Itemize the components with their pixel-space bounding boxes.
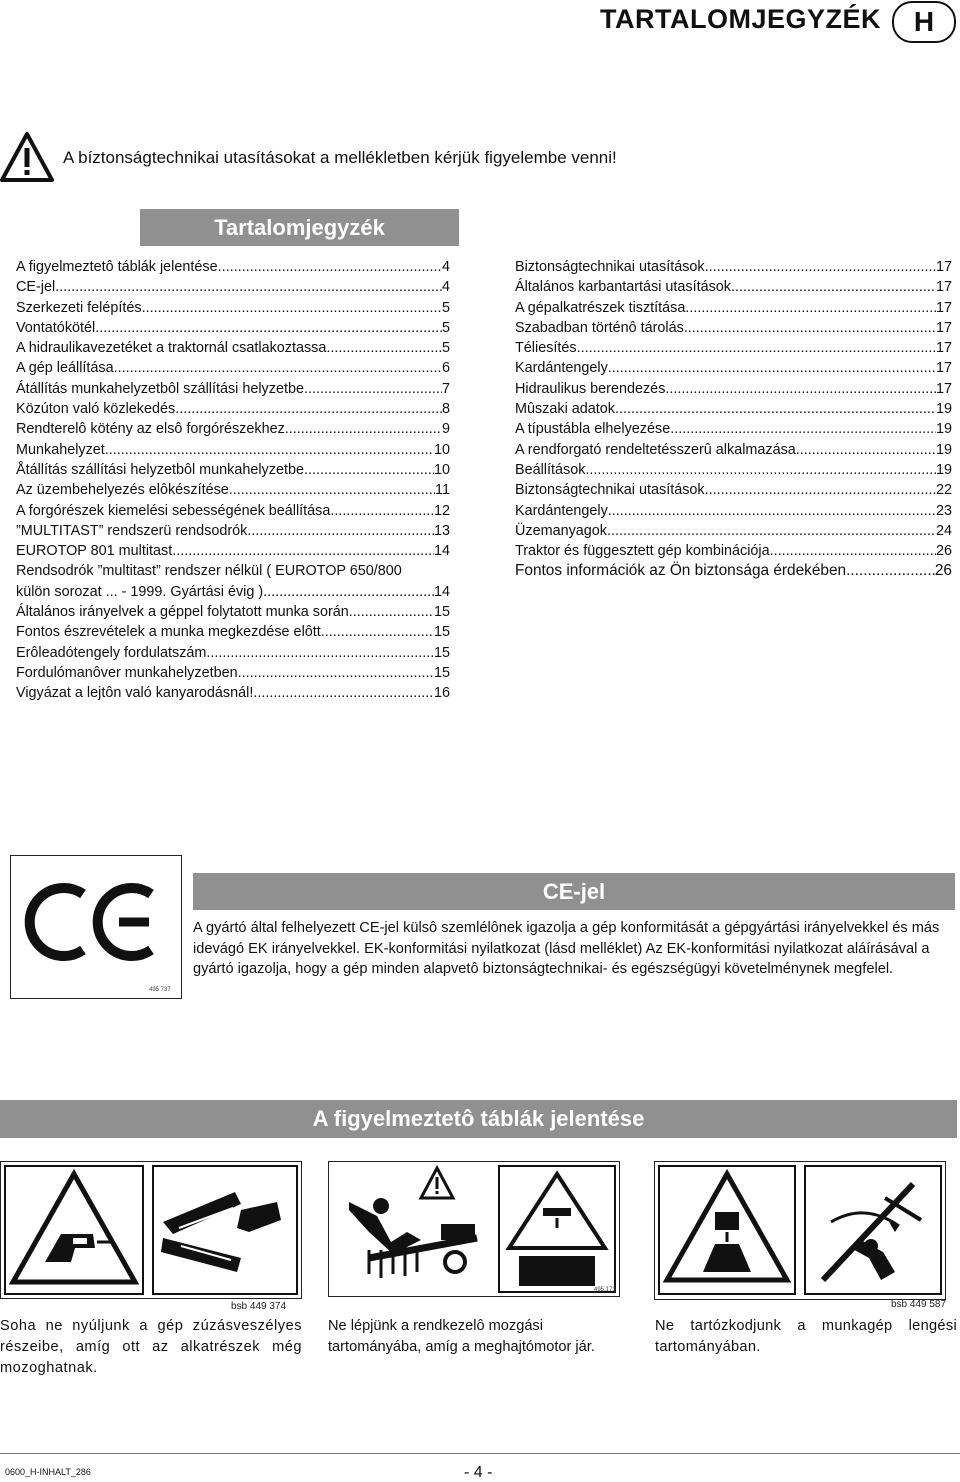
toc-entry-page: 5 (441, 340, 450, 357)
toc-entry-title: külön sorozat ... - 1999. Gyártási évig ) (16, 583, 264, 600)
toc-entry-page: 9 (441, 421, 450, 438)
toc-entry-page: 10 (433, 441, 450, 458)
ce-image-code: 495 737 (149, 987, 171, 993)
toc-leader-dots (263, 582, 434, 602)
toc-leader-dots (55, 277, 442, 297)
toc-entry-page: 6 (441, 360, 450, 377)
toc-entry[interactable] (515, 480, 952, 500)
toc-entry[interactable] (515, 358, 952, 378)
toc-entry[interactable] (16, 643, 450, 663)
warning-triangle-icon (0, 131, 54, 183)
toc-entry-page: 19 (935, 401, 952, 418)
toc-leader-dots (247, 521, 434, 541)
toc-entry-page: 17 (935, 279, 952, 296)
toc-leader-dots (253, 683, 434, 703)
ce-mark-image (10, 855, 182, 999)
page-title: TARTALOMJEGYZÉK (600, 4, 881, 34)
toc-leader-dots (705, 480, 936, 500)
toc-entry[interactable] (16, 399, 450, 419)
toc-entry-title: Átállítás munkahelyzetbôl szállítási helyzetbe (16, 380, 304, 397)
toc-entry[interactable] (16, 298, 450, 318)
toc-entry[interactable] (16, 602, 450, 622)
ce-heading: CE-jel (193, 873, 955, 910)
toc-entry[interactable] (515, 379, 952, 399)
toc-entry-title: A figyelmeztetô táblák jelentése (16, 259, 218, 275)
toc-entry-page: 17 (935, 259, 952, 275)
toc-leader-dots (770, 541, 936, 561)
toc-entry-page: 15 (433, 644, 450, 661)
toc-entry-page: 16 (433, 685, 450, 702)
toc-entry[interactable] (16, 277, 450, 297)
toc-leader-dots (321, 622, 434, 642)
toc-entry-page: 26 (934, 562, 952, 580)
toc-entry-page: 10 (433, 461, 450, 478)
toc-entry[interactable] (16, 541, 450, 561)
toc-entry-title: Fordulómanôver munkahelyzetben (16, 664, 238, 681)
toc-entry-title: Vontatókötél (16, 319, 96, 336)
toc-leader-dots (684, 318, 936, 338)
crush-hand-icon (1, 1162, 301, 1298)
toc-entry-title: Hidraulikus berendezés (515, 380, 666, 397)
toc-entry[interactable] (515, 440, 952, 460)
toc-entry-page: 7 (441, 380, 450, 397)
toc-entry[interactable] (16, 419, 450, 439)
toc-entry[interactable] (16, 440, 450, 460)
toc-entry-page: 14 (433, 583, 450, 600)
toc-entry-title-part: Rendsodrók ”multitast” rendszer nélkül ( EUROTOP 650/800 (16, 563, 402, 580)
sign-description-2: Ne lépjünk a rendkezelô mozgási tartományába, amíg a meghajtómotor jár. (328, 1318, 595, 1355)
toc-leader-dots (608, 501, 936, 521)
toc-entry-title: Általános karbantartási utasítások (515, 279, 731, 296)
toc-entry-title: A gép leállítása (16, 360, 114, 377)
signs-heading: A figyelmeztetô táblák jelentése (0, 1100, 957, 1138)
footer-document-code: 0600_H-INHALT_286 (5, 1467, 91, 1477)
toc-heading: Tartalomjegyzék (140, 209, 459, 246)
toc-entry-title: Szerkezeti felépítés (16, 299, 142, 316)
toc-entry-title: A hidraulikavezetéket a traktornál csatlakoztassa (16, 340, 327, 357)
language-badge: H (892, 1, 956, 43)
toc-entry[interactable] (16, 501, 450, 521)
toc-entry-title: Közúton való közlekedés (16, 401, 176, 418)
toc-entry-page: 4 (441, 259, 450, 275)
toc-entry-title: A forgórészek kiemelési sebességének beállítása (16, 502, 331, 519)
toc-entry-title: Munkahelyzet (16, 441, 105, 458)
toc-entry-title: A gépalkatrészek tisztítása (515, 299, 686, 316)
toc-left-column (16, 257, 450, 704)
toc-entry-page: 11 (435, 482, 450, 499)
toc-leader-dots (95, 318, 442, 338)
toc-entry[interactable] (16, 683, 450, 703)
toc-leader-dots (607, 521, 936, 541)
ce-mark-icon (11, 856, 181, 998)
toc-entry-page: 15 (433, 624, 450, 641)
toc-entry[interactable] (16, 318, 450, 338)
toc-leader-dots (229, 480, 435, 500)
toc-entry-page: 17 (935, 299, 952, 316)
toc-entry-page: 26 (935, 543, 952, 560)
toc-entry[interactable] (16, 358, 450, 378)
toc-leader-dots (114, 358, 442, 378)
toc-entry-page: 24 (935, 522, 952, 539)
toc-entry-title: A típustábla elhelyezése (515, 421, 671, 438)
toc-leader-dots (326, 338, 442, 358)
toc-entry-title: Téliesítés (515, 340, 577, 357)
toc-leader-dots (665, 379, 936, 399)
toc-entry-page: 13 (433, 522, 450, 539)
toc-leader-dots (615, 399, 936, 419)
toc-leader-dots (670, 419, 936, 439)
toc-entry-title: Kardántengely (515, 502, 608, 519)
toc-leader-dots (608, 358, 936, 378)
toc-entry[interactable] (515, 541, 952, 561)
toc-leader-dots (175, 399, 442, 419)
toc-leader-dots (304, 460, 434, 480)
toc-entry[interactable] (16, 338, 450, 358)
ce-description: A gyártó által felhelyezett CE-jel külsô szemlélônek igazolja a gép konformitását a gépgyártási irányelvekkel és más idevágó EK irányelvekkel. EK-konformitási nyilatkozat (lásd melléklet) Az EK-konformitási nyilatkozat aláírásával a gyártó igazolja, hogy a gép minden alapvetô biztonságtechnikai- és egészségügyi követelménynek megfelel. (193, 920, 940, 977)
sign-rotor-zone (328, 1161, 620, 1297)
page-number: - 4 - (464, 1464, 493, 1481)
toc-leader-dots (846, 561, 935, 581)
toc-leader-dots (304, 379, 442, 399)
toc-entry-page: 17 (935, 360, 952, 377)
sign-code-2: 495.173 (594, 1287, 616, 1293)
toc-entry-title: Üzemanyagok (515, 522, 607, 539)
toc-entry-title: Szabadban történô tárolás (515, 319, 684, 336)
toc-leader-dots (105, 440, 434, 460)
toc-leader-dots (142, 298, 442, 318)
toc-leader-dots (705, 257, 936, 277)
toc-entry-title: EUROTOP 801 multitast (16, 543, 173, 560)
toc-entry-title: A rendforgató rendeltetésszerû alkalmazása (515, 441, 796, 458)
toc-entry[interactable] (515, 561, 952, 581)
toc-entry-page: 14 (433, 543, 450, 560)
toc-entry[interactable] (515, 298, 952, 318)
toc-leader-dots (731, 277, 936, 297)
toc-entry-title: Rendterelô kötény az elsô forgórészekhez (16, 421, 285, 438)
toc-entry-title: Fontos információk az Ön biztonsága érdekében (515, 562, 847, 580)
toc-entry[interactable] (16, 622, 450, 642)
toc-entry-page: 4 (441, 279, 450, 296)
sign-code-3: bsb 449 587 (891, 1299, 947, 1310)
toc-entry-page: 5 (441, 319, 450, 336)
toc-entry-title: Erôleadótengely fordulatszám (16, 644, 207, 661)
toc-leader-dots (218, 257, 442, 277)
toc-entry-page: 17 (935, 380, 952, 397)
toc-leader-dots (330, 501, 434, 521)
toc-entry-page: 15 (433, 664, 450, 681)
toc-leader-dots (349, 602, 434, 622)
toc-leader-dots (685, 298, 936, 318)
toc-entry-page: 15 (433, 604, 450, 621)
sign-swing-zone (654, 1161, 947, 1310)
toc-entry-page: 17 (935, 319, 952, 336)
toc-leader-dots (796, 440, 936, 460)
toc-entry[interactable] (515, 399, 952, 419)
swing-hazard-icon (655, 1162, 945, 1299)
sign-crush-hazard (0, 1161, 302, 1312)
rotor-hazard-icon (329, 1162, 619, 1296)
toc-entry[interactable] (16, 582, 450, 602)
toc-entry[interactable] (515, 460, 952, 480)
toc-entry[interactable] (515, 318, 952, 338)
toc-entry[interactable] (16, 480, 450, 500)
toc-leader-dots (585, 460, 936, 480)
toc-entry[interactable] (515, 501, 952, 521)
footer-divider (0, 1453, 960, 1454)
toc-leader-dots (577, 338, 936, 358)
toc-entry-page: 23 (935, 502, 952, 519)
toc-entry-title: Fontos észrevételek a munka megkezdése elôtt (16, 624, 321, 641)
toc-entry-page: 19 (935, 421, 952, 438)
toc-entry-title: Általános irányelvek a géppel folytatott munka során (16, 604, 349, 621)
sign-code-1: bsb 449 374 (231, 1301, 287, 1312)
toc-entry[interactable] (16, 257, 450, 277)
toc-right-column (515, 257, 952, 582)
toc-leader-dots (206, 643, 434, 663)
toc-entry-page: 19 (935, 441, 952, 458)
toc-entry-title: Traktor és függesztett gép kombinációja (515, 543, 770, 560)
toc-entry-page: 12 (433, 502, 450, 519)
toc-entry-title: Vigyázat a lejtôn való kanyarodásnál! (16, 685, 254, 702)
toc-entry-title: Biztonságtechnikai utasítások (515, 259, 705, 275)
toc-entry-title: Åtállítás szállítási helyzetbôl munkahelyzetbe (16, 461, 304, 478)
toc-entry[interactable] (515, 419, 952, 439)
toc-entry-title: Mûszaki adatok (515, 401, 615, 418)
toc-entry[interactable] (16, 379, 450, 399)
toc-entry-line (16, 561, 450, 581)
safety-notice: A bíztonságtechnikai utasításokat a mellékletben kérjük figyelembe venni! (63, 148, 617, 167)
toc-leader-dots (285, 419, 442, 439)
sign-description-1: Soha ne nyúljunk a gép zúzásveszélyes részeibe, amíg ott az alkatrészek még mozoghatnak. (0, 1318, 302, 1376)
toc-entry[interactable] (515, 277, 952, 297)
toc-entry-title: Az üzembehelyezés elôkészítése (16, 482, 229, 499)
toc-entry-page: 17 (935, 340, 952, 357)
toc-leader-dots (172, 541, 434, 561)
toc-entry-page: 22 (935, 482, 952, 499)
toc-entry-title: Kardántengely (515, 360, 608, 377)
toc-entry[interactable] (515, 338, 952, 358)
toc-entry-title: Biztonságtechnikai utasítások (515, 482, 705, 499)
toc-entry-page: 19 (935, 461, 952, 478)
toc-leader-dots (238, 663, 434, 683)
toc-entry-title: ”MULTITAST” rendszerü rendsodrók (16, 522, 248, 539)
toc-entry[interactable] (16, 460, 450, 480)
toc-entry[interactable] (16, 521, 450, 541)
toc-entry-title: Beállítások (515, 461, 586, 478)
toc-entry[interactable] (16, 663, 450, 683)
toc-entry[interactable] (515, 521, 952, 541)
toc-entry-page: 5 (441, 299, 450, 316)
toc-entry[interactable] (515, 257, 952, 277)
toc-entry-page: 8 (441, 401, 450, 418)
toc-entry-title: CE-jel (16, 279, 56, 296)
sign-description-3: Ne tartózkodjunk a munkagép lengési tartományában. (655, 1318, 957, 1355)
